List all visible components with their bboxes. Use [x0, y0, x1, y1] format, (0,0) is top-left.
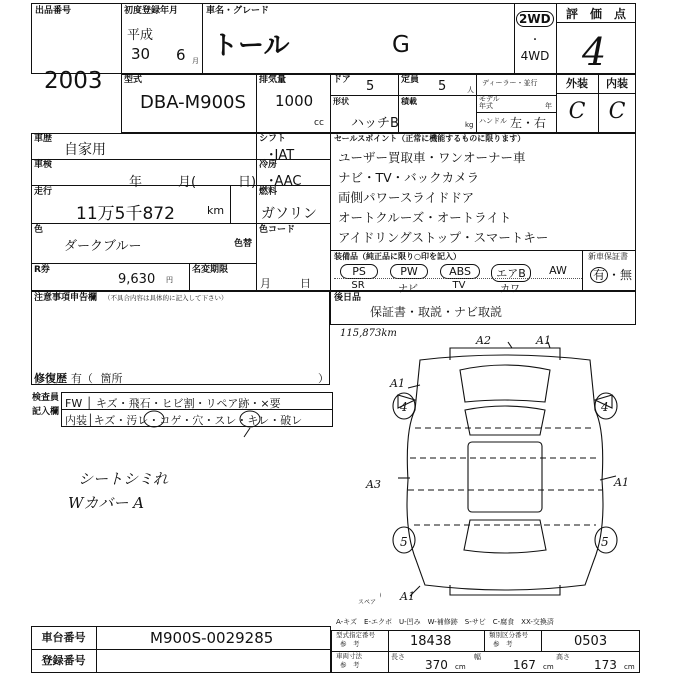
load-unit: kg — [465, 121, 474, 129]
recycle-unit: 円 — [166, 276, 173, 284]
evaluation-label: 評 価 点 — [565, 7, 626, 21]
diagram-mileage-note: 115,873km — [340, 328, 397, 339]
later-items-label: 後日品 — [334, 293, 362, 303]
history-label: 車歴 — [34, 134, 53, 144]
chassis-number: M900S-0029285 — [150, 629, 274, 647]
memo-line-1: シートシミれ — [78, 470, 169, 488]
capacity: 5 — [438, 79, 447, 94]
displacement: 1000 — [275, 92, 314, 110]
mark-front: A2 — [476, 334, 491, 347]
mark-right-side: A1 — [614, 476, 629, 489]
name-change-day: 日 — [300, 277, 311, 290]
damage-legend: A-キズ E-エクボ U-凹み W-補修跡 S-サビ C-腐食 XX-交換済 — [336, 618, 554, 626]
name-change-label: 名変期限 — [192, 265, 229, 275]
car-name-label: 車名・グレード — [206, 6, 270, 16]
capacity-unit: 人 — [467, 86, 474, 94]
color-label: 色 — [34, 225, 44, 235]
sales-point-2: ナビ・TV・バックカメラ — [338, 170, 480, 185]
drive-2wd: 2WD — [516, 12, 552, 26]
mark-front-right: A1 — [536, 334, 551, 347]
displacement-unit: cc — [314, 118, 324, 128]
mileage-label: 走行 — [34, 187, 53, 197]
dealer-label: ディーラー・並行 — [482, 79, 538, 87]
width-label: 幅 — [474, 653, 481, 661]
legend-row-2: 内装│キズ・汚レ・コゲ・穴・スレ・キレ・破レ — [65, 414, 303, 427]
mark-left-side: A3 — [366, 478, 381, 491]
sales-point-3: 両側パワースライドドア — [338, 190, 475, 205]
designation-label-2: 参 考 — [340, 640, 360, 648]
fuel-label: 燃料 — [259, 187, 278, 197]
length-label: 長さ — [391, 653, 405, 661]
grade: G — [392, 32, 410, 58]
notes-label: 注意事項申告欄 — [34, 293, 98, 303]
lot-number-label: 出品番号 — [35, 6, 72, 16]
category-label: 類別区分番号 — [489, 631, 528, 639]
inspection-day: 日) — [238, 175, 257, 190]
size-label: 車両寸法 — [336, 652, 362, 660]
equip-leather: カワ — [500, 284, 520, 295]
registration-month: 6 — [176, 46, 186, 64]
first-registration-label: 初度登録年月 — [124, 6, 179, 16]
history: 自家用 — [64, 142, 106, 158]
manual-label: 新車保証書 — [588, 252, 628, 261]
interior-grade: C — [608, 99, 626, 124]
car-name: トール — [212, 31, 290, 61]
mark-left-front: A1 — [390, 377, 405, 390]
sales-points-label: セールスポイント（正常に機能するものに限ります） — [334, 134, 526, 143]
inspection-label: 車検 — [34, 160, 53, 170]
mileage: 11万5千872 — [76, 204, 175, 224]
fuel: ガソリン — [261, 206, 317, 222]
shift: ･IAT — [268, 148, 295, 163]
handle-left: 左・右 — [510, 116, 547, 130]
height: 173 — [594, 658, 617, 672]
drive-dot: ・ — [530, 35, 540, 46]
spare-label: スペア — [358, 599, 377, 606]
mileage-unit: km — [207, 204, 225, 217]
sales-point-5: アイドリングストップ・スマートキー — [338, 230, 549, 245]
lot-number: 2003 — [44, 68, 103, 94]
shift-label: シフト — [259, 134, 287, 144]
later-items: 保証書・取説・ナビ取説 — [370, 305, 503, 319]
legend-row-1: FW │ キズ・飛石・ヒビ割・リペア跡・×要 — [65, 397, 281, 410]
width-unit: cm — [543, 663, 554, 671]
height-unit: cm — [624, 663, 635, 671]
wheel-left-rear-tread: 5 — [400, 535, 408, 549]
wheel-left-front-tread: 4 — [400, 400, 408, 414]
load-label: 積載 — [401, 97, 417, 106]
model-code: DBA-M900S — [140, 92, 246, 113]
shape-label: 形状 — [333, 97, 349, 106]
wheel-right-front-tread: 4 — [601, 400, 609, 414]
displacement-label: 排気量 — [259, 75, 287, 85]
name-change-month: 月 — [260, 277, 271, 290]
equip-abs: ABS — [440, 264, 480, 279]
height-label: 高さ — [556, 653, 570, 661]
color-code-label: 色コード — [259, 225, 296, 235]
inspection-month: 月( — [178, 175, 197, 190]
equip-navi: ナビ — [398, 284, 418, 295]
interior-label: 内装 — [606, 77, 628, 90]
doors: 5 — [366, 79, 375, 94]
inspector-label-2: 記入欄 — [32, 407, 60, 417]
model-label: 型式 — [124, 75, 143, 85]
car-diagram — [380, 340, 630, 610]
handle-label: ハンドル — [479, 117, 507, 125]
notes-sub: （不具合内容は具体的に記入して下さい） — [104, 294, 228, 302]
sales-point-4: オートクルーズ・オートライト — [338, 210, 512, 225]
exterior-grade: C — [568, 99, 586, 124]
door-label: ドア — [333, 75, 351, 85]
model-year-unit: 年 — [545, 102, 552, 110]
ac-label: 冷房 — [259, 160, 278, 170]
designation-label: 型式指定番号 — [336, 631, 375, 639]
mark-rear: A1 — [400, 590, 415, 603]
equip-ps: PS — [340, 264, 378, 279]
registration-label: 登録番号 — [41, 654, 86, 667]
registration-year: 30 — [131, 45, 151, 63]
equip-tv: TV — [452, 280, 466, 291]
repair-history: 修復歴 有（ 箇所 — [34, 372, 123, 385]
color-change-label: 色替 — [234, 239, 253, 249]
category-label-2: 参 考 — [493, 640, 513, 648]
legend-circles — [140, 408, 280, 438]
designation-number: 18438 — [410, 634, 452, 649]
size-label-2: 参 考 — [340, 661, 360, 669]
recycle-value: 9,630 — [118, 272, 156, 287]
air-conditioning: ･AAC — [268, 174, 302, 189]
category-number: 0503 — [574, 634, 608, 649]
model-year-label-2: 年式 — [479, 102, 493, 110]
inspector-label: 検査員 — [32, 393, 60, 403]
inspection-year: 年 — [129, 175, 143, 190]
capacity-label: 定員 — [401, 75, 420, 85]
length-unit: cm — [455, 663, 466, 671]
chassis-label: 車台番号 — [41, 631, 86, 644]
manual-status: 有 ・無 — [590, 266, 632, 283]
shape: ハッチB — [351, 116, 399, 131]
equip-sr: SR — [351, 280, 365, 291]
equipment-row-1 — [338, 264, 578, 278]
sales-point-1: ユーザー買取車・ワンオーナー車 — [338, 150, 526, 165]
era: 平成 — [127, 28, 154, 43]
equip-airbag: エアB — [491, 264, 531, 282]
recycle-label: R券 — [34, 265, 50, 275]
exterior-label: 外装 — [566, 77, 588, 90]
wheel-right-rear-tread: 5 — [601, 535, 609, 549]
month-unit: 月 — [192, 57, 199, 65]
width: 167 — [513, 658, 536, 672]
drive-4wd: 4WD — [520, 49, 550, 63]
evaluation-score: 4 — [582, 30, 607, 74]
repair-close-paren: ） — [318, 372, 329, 385]
equip-aw: AW — [549, 264, 567, 277]
equipment-label: 装備品（純正品に限り○印を記入） — [334, 252, 461, 261]
memo-line-2: Wカバー A — [68, 494, 145, 512]
color: ダークブルー — [64, 239, 142, 254]
length: 370 — [425, 658, 448, 672]
equip-pw: PW — [390, 264, 428, 279]
model-year-label: モデル — [479, 95, 500, 103]
